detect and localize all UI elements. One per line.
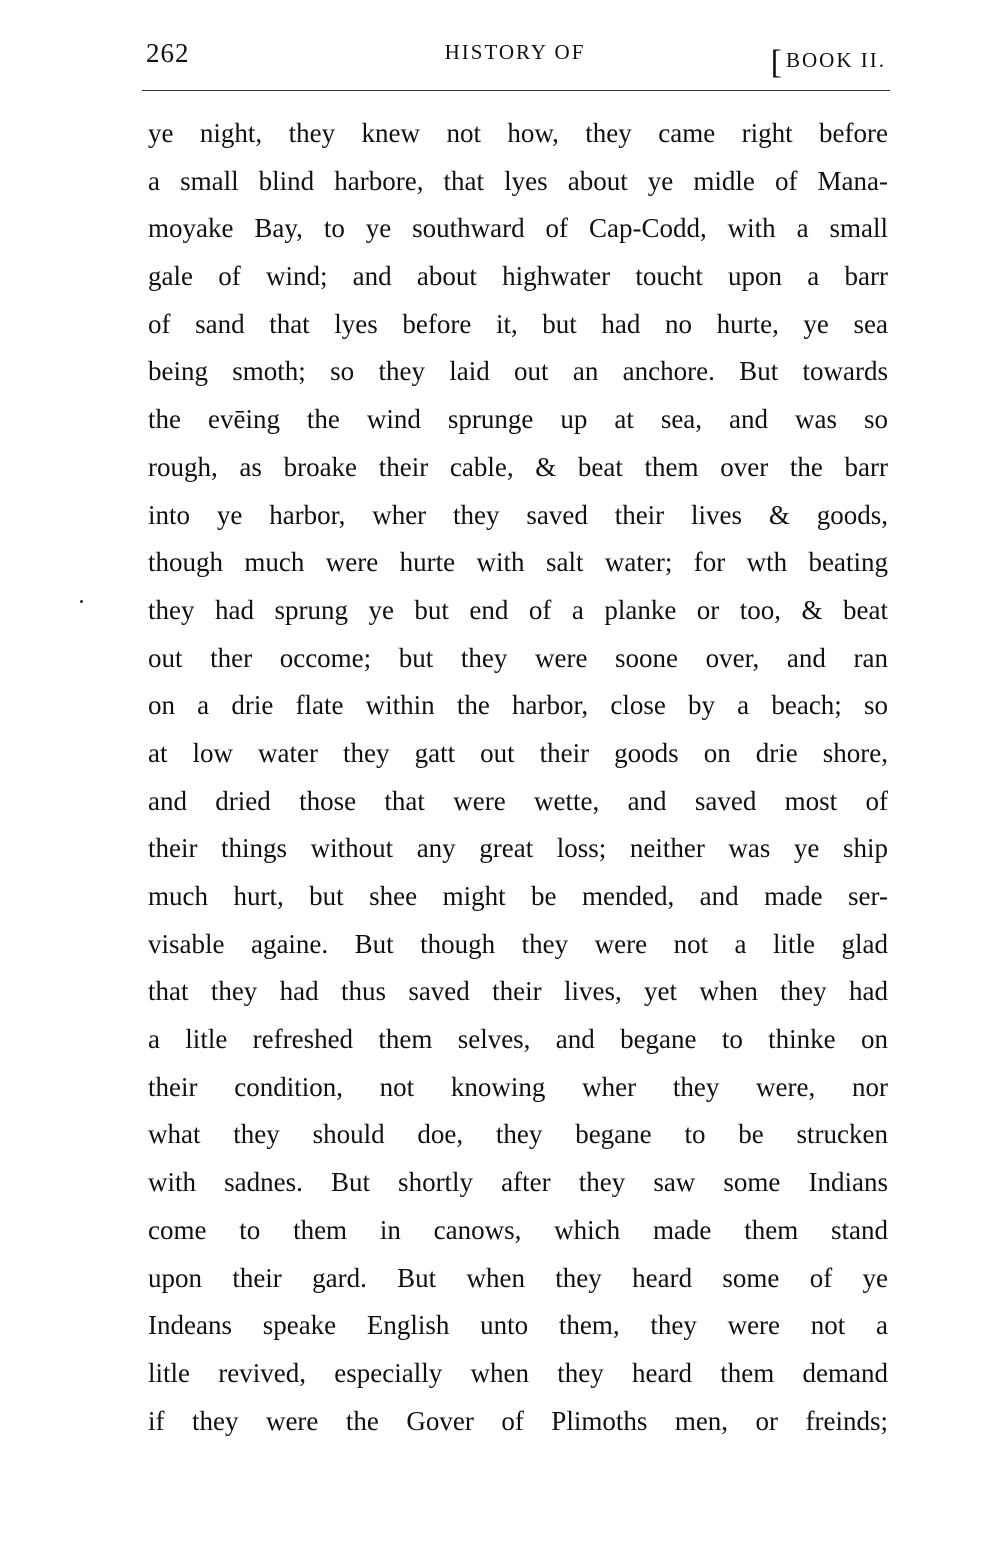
- text-line: being smoth; so they laid out an anchore. But towards: [148, 356, 888, 387]
- text-line: come to them in canows, which made them stand: [148, 1214, 888, 1245]
- text-line: litle revived, especially when they heard them demand: [148, 1357, 888, 1388]
- text-line: much hurt, but shee might be mended, and made ser-: [148, 881, 888, 911]
- running-header: [140, 38, 890, 81]
- text-line: their things without any great loss; neither was ye ship: [148, 833, 888, 864]
- text-line: that they had thus saved their lives, yet when they had: [148, 976, 888, 1007]
- text-line: what they should doe, they begane to be strucken: [148, 1119, 888, 1150]
- text-line: ye night, they knew not how, they came right before: [148, 118, 888, 148]
- text-line: though much were hurte with salt water; for wth beating: [148, 547, 888, 578]
- text-line: into ye harbor, wher they saved their lives & goods,: [148, 499, 888, 530]
- text-line: rough, as broake their cable, & beat them over the barr: [148, 451, 888, 482]
- text-line: upon their gard. But when they heard some of ye: [148, 1262, 888, 1293]
- text-line: the evēing the wind sprunge up at sea, and was so: [148, 404, 888, 435]
- header-rule: [142, 90, 890, 91]
- text-line: and dried those that were wette, and saved most of: [148, 785, 888, 816]
- text-line: moyake Bay, to ye southward of Cap-Codd, with a small: [148, 213, 888, 244]
- book-label: [770, 38, 886, 81]
- text-line: of sand that lyes before it, but had no hurte, ye sea: [148, 308, 888, 339]
- running-title: HISTORY OF: [444, 40, 586, 64]
- text-line: on a drie flate within the harbor, close by a beach; so: [148, 690, 888, 721]
- text-line: at low water they gatt out their goods on drie shore,: [148, 737, 888, 768]
- text-line: out ther occome; but they were soone over, and ran: [148, 642, 888, 673]
- stray-ink-mark: [80, 600, 83, 603]
- text-line: a small blind harbore, that lyes about ye midle of Mana-: [148, 165, 888, 196]
- bracket-glyph: [: [770, 44, 784, 81]
- book-label-text: BOOK II.: [786, 48, 886, 72]
- body-text: [148, 110, 888, 1445]
- text-line: Indeans speake English unto them, they were not a: [148, 1310, 888, 1341]
- text-line: their condition, not knowing wher they were, nor: [148, 1071, 888, 1102]
- text-line: if they were the Gover of Plimoths men, or freinds;: [148, 1405, 888, 1436]
- text-line: they had sprung ye but end of a planke or too, & beat: [148, 594, 888, 625]
- text-line: a litle refreshed them selves, and begane to thinke on: [148, 1024, 888, 1055]
- text-line: visable againe. But though they were not a litle glad: [148, 928, 888, 959]
- page-number: 262: [146, 38, 190, 68]
- text-line: with sadnes. But shortly after they saw some Indians: [148, 1167, 888, 1198]
- text-line: gale of wind; and about highwater toucht upon a barr: [148, 261, 888, 292]
